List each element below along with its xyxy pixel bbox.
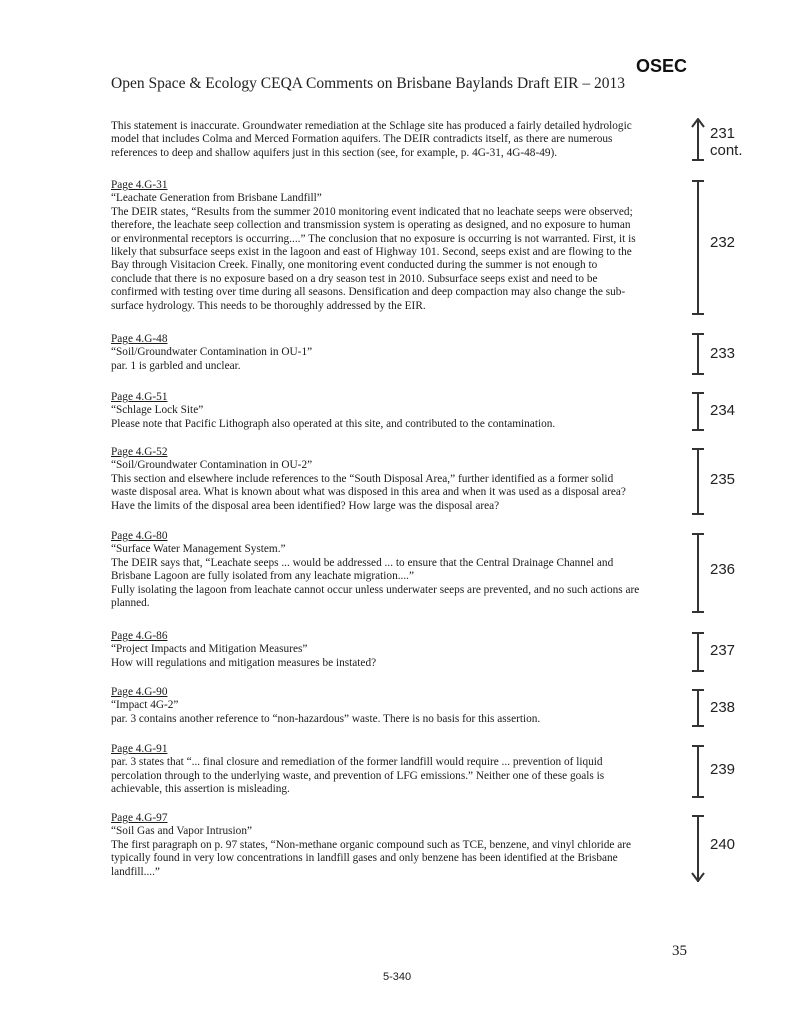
comment-231 <box>111 120 691 160</box>
bracket-233 <box>697 333 699 375</box>
body-line: planned. <box>111 597 150 610</box>
body-line: or environmental receptors is occurring....” The conclusion that no exposure is occurring is not warranted. First, it is <box>111 232 636 245</box>
page-reference: Page 4.G-31 <box>111 179 168 191</box>
page-reference: Page 4.G-52 <box>111 446 168 458</box>
page-reference: Page 4.G-51 <box>111 391 168 403</box>
bracket-234 <box>697 392 699 431</box>
bracket-232 <box>697 180 699 315</box>
section-heading: “Impact 4G-2” <box>111 699 179 712</box>
comment-233 <box>111 333 691 373</box>
comment-number-238: 238 <box>710 699 736 716</box>
comment-number-240: 240 <box>710 836 736 853</box>
body-line: references to deep and shallow aquifers just in this section (see, for example, p. 4G-31, 4G-48-49). <box>111 146 558 159</box>
section-heading: “Surface Water Management System.” <box>111 543 286 556</box>
arrow-down-icon <box>691 872 705 882</box>
body-line: therefore, the leachate seep collection and transmission system is operating as designed, and no exposure to human <box>111 219 631 232</box>
body-line: par. 3 contains another reference to “non-hazardous” waste. There is no basis for this assertion. <box>111 712 541 725</box>
page-reference: Page 4.G-97 <box>111 812 168 824</box>
body-line: par. 3 states that “... final closure and remediation of the former landfill would require ... prevention of liquid <box>111 756 603 769</box>
comment-number-239: 239 <box>710 761 736 778</box>
body-line: conclude that there is no exposure based on a dry season test in 2010. Subsurface seeps exist and need to be <box>111 272 598 285</box>
bracket-231 <box>697 119 699 161</box>
document-title: Open Space & Ecology CEQA Comments on Brisbane Baylands Draft EIR – 2013 <box>111 75 626 92</box>
document-number: 5-340 <box>383 971 412 983</box>
body-line: This section and elsewhere include references to the “South Disposal Area,” further identified as a former solid <box>111 472 614 485</box>
body-line: Bay through Visitacion Creek. Finally, one monitoring event conducted during the summer is not enough to <box>111 259 598 272</box>
comment-number-236: 236 <box>710 561 736 578</box>
body-line: achievable, this assertion is misleading. <box>111 783 290 796</box>
comment-240 <box>111 812 691 879</box>
comment-237 <box>111 630 691 670</box>
body-line: par. 1 is garbled and unclear. <box>111 359 241 372</box>
org-label: OSEC <box>636 56 688 76</box>
comment-number-cont: cont. <box>710 142 743 159</box>
comment-number-237: 237 <box>710 642 736 659</box>
comment-239 <box>111 743 691 797</box>
body-line: model that includes Colma and Merced Formation aquifers. The DEIR contradicts itself, as there are numerous <box>111 133 613 146</box>
page-reference: Page 4.G-86 <box>111 630 168 642</box>
comment-238 <box>111 686 691 726</box>
body-line: The DEIR states, “Results from the summer 2010 monitoring event indicated that no leachate seeps were observed; <box>111 205 633 218</box>
bracket-237 <box>697 632 699 672</box>
bracket-236 <box>697 533 699 613</box>
comment-232 <box>111 179 691 313</box>
section-heading: “Project Impacts and Mitigation Measures” <box>111 643 308 656</box>
comment-236 <box>111 530 691 610</box>
body-line: confirmed with testing over time during all seasons. Densification and deep compaction may also change the sub- <box>111 286 626 299</box>
page-reference: Page 4.G-91 <box>111 743 168 755</box>
bracket-238 <box>697 689 699 727</box>
comment-235 <box>111 446 691 513</box>
body-line: Brisbane Lagoon are fully isolated from any leachate migration....” <box>111 570 415 583</box>
body-line: Have the limits of the disposal area been identified? How large was the disposal area? <box>111 499 500 512</box>
body-line: surface hydrology. This needs to be thoroughly addressed by the EIR. <box>111 299 426 312</box>
comment-234 <box>111 391 691 431</box>
body-line: percolation through to the underlying waste, and prevention of LFG emissions.” Neither one of these goals is <box>111 769 605 782</box>
body-line: landfill....” <box>111 865 160 878</box>
page-reference: Page 4.G-80 <box>111 530 168 542</box>
body-line: The first paragraph on p. 97 states, “Non-methane organic compound such as TCE, benzene, and vinyl chloride are <box>111 838 632 851</box>
page-reference: Page 4.G-48 <box>111 333 168 345</box>
body-line: typically found in very low concentrations in landfill gases and only benzene has been identified at the Brisbane <box>111 852 618 865</box>
comment-number-232: 232 <box>710 234 736 251</box>
bracket-239 <box>697 745 699 798</box>
body-line: How will regulations and mitigation measures be instated? <box>111 656 377 669</box>
section-heading: “Soil Gas and Vapor Intrusion” <box>111 825 252 838</box>
comment-number-235: 235 <box>710 471 736 488</box>
page-reference: Page 4.G-90 <box>111 686 168 698</box>
section-heading: “Leachate Generation from Brisbane Landfill” <box>111 192 322 205</box>
body-line: Please note that Pacific Lithograph also operated at this site, and contributed to the contamination. <box>111 417 556 430</box>
body-line: likely that subsurface seeps exist in the lagoon and east of Highway 101. Second, seeps exist and are flowing to the <box>111 246 632 259</box>
bracket-235 <box>697 448 699 515</box>
comment-number-234: 234 <box>710 402 736 419</box>
comment-number-233: 233 <box>710 345 736 362</box>
section-heading: “Soil/Groundwater Contamination in OU-2” <box>111 459 313 472</box>
comment-number-231: 231 <box>710 125 736 142</box>
section-heading: “Schlage Lock Site” <box>111 404 204 417</box>
page-number: 35 <box>672 943 687 959</box>
body-line: The DEIR says that, “Leachate seeps ... would be addressed ... to ensure that the Central Drainage Channel and <box>111 556 614 569</box>
body-line: Fully isolating the lagoon from leachate cannot occur unless underwater seeps are prevented, and no such actions are <box>111 583 640 596</box>
body-line: This statement is inaccurate. Groundwater remediation at the Schlage site has produced a fairly detailed hydrologic <box>111 120 632 132</box>
body-line: waste disposal area. What is known about what was disposed in this area and when it was used as a disposal area? <box>111 486 626 499</box>
section-heading: “Soil/Groundwater Contamination in OU-1” <box>111 346 313 359</box>
